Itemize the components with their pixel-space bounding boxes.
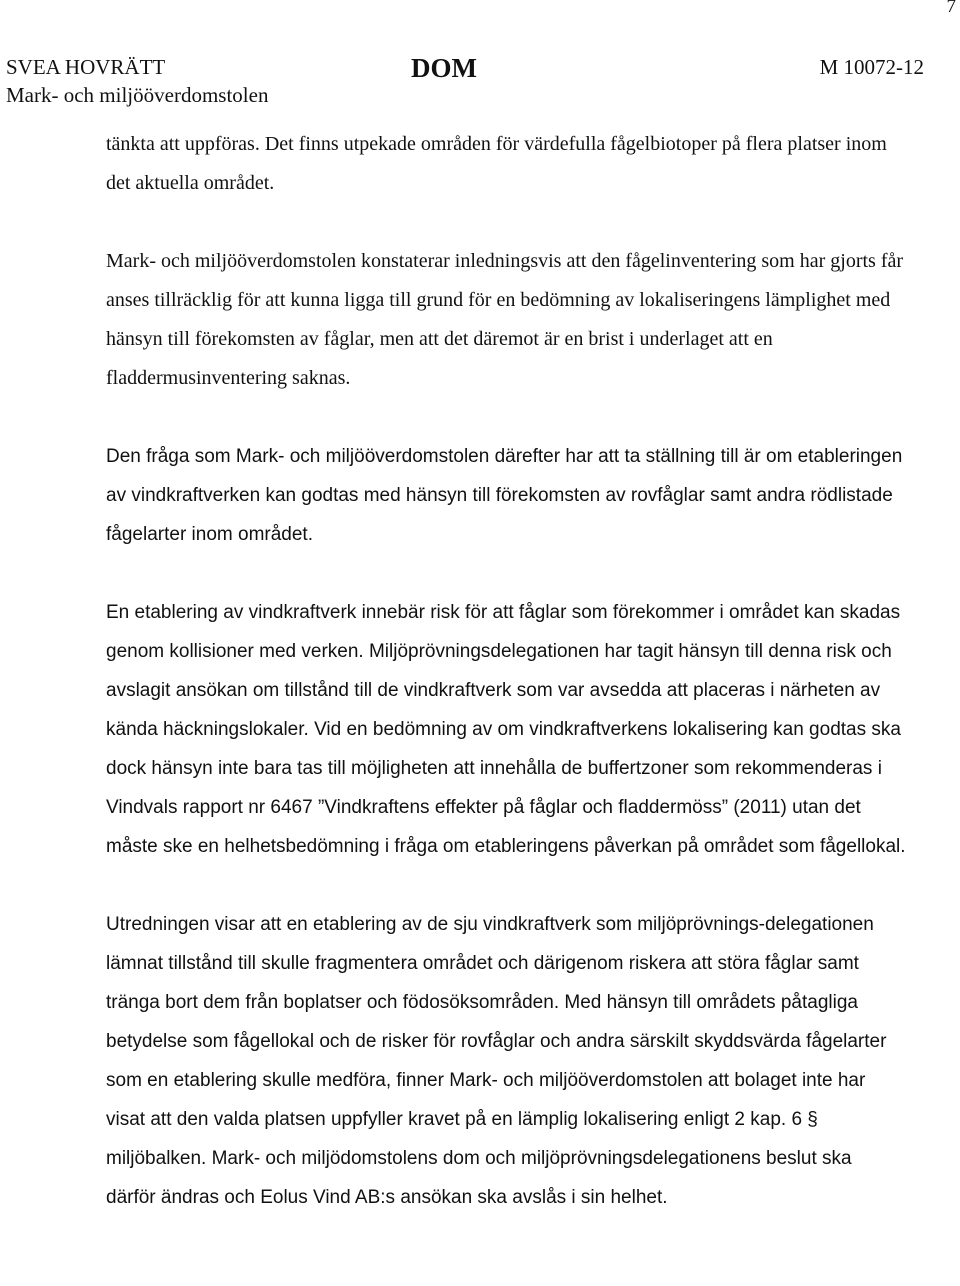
document-header [6,53,924,107]
paragraph-conclusion: Utredningen visar att en etablering av de sju vindkraftverk som miljöprövnings-delegationen lämnat tillstånd till skulle fragmentera området och därigenom riskera att störa fåglar samt tränga bort dem från boplatser och födosöksområden. Med hänsyn till områdets påtagliga betydelse som fågellokal och de risker för rovfåglar och andra särskilt skyddsvärda fågelarter som en etablering skulle medföra, finner Mark- och miljööverdomstolen att bolaget inte har visat att den valda platsen uppfyller kravet på en lämplig lokalisering enligt 2 kap. 6 § miljöbalken. Mark- och miljödomstolens dom och miljöprövningsdelegationens beslut ska därför ändras och Eolus Vind AB:s ansökan ska avslås i sin helhet. [106,914,887,1208]
paragraph-question: Den fråga som Mark- och miljööverdomstolen därefter har att ta ställning till är om etableringen av vindkraftverken kan godtas med hänsyn till förekomsten av rovfåglar samt andra rödlistade fågelarter inom området. [106,446,903,545]
paragraph-collision-risk: En etablering av vindkraftverk innebär risk för att fåglar som förekommer i området kan skadas genom kollisioner med verken. Miljöprövningsdelegationen har tagit hänsyn till denna risk och avslagit ansökan om tillstånd till de vindkraftverk som var avsedda att placeras i närheten av kända häckningslokaler. Vid en bedömning av om vindkraftverkens lokalisering kan godtas ska dock hänsyn inte bara tas till möjligheten att innehålla de buffertzoner som rekommenderas i Vindvals rapport nr 6467 ”Vindkraftens effekter på fåglar och fladdermöss” (2011) utan det måste ske en helhetsbedömning i fråga om etableringens påverkan på området som fågellokal. [106,602,906,857]
court-name: SVEA HOVRÄTT [6,55,166,79]
document-type: DOM [411,53,477,83]
paragraph-inventory-assessment: Mark- och miljööverdomstolen konstaterar inledningsvis att den fågelinventering som har gjorts får anses tillräcklig för att kunna ligga till grund för en bedömning av lokaliseringens lämplighet med hänsyn till förekomsten av fåglar, men att det däremot är en brist i underlaget att en fladdermusinventering saknas. [106,250,904,389]
page-number: 7 [946,0,956,17]
paragraph-continuation: tänkta att uppföras. Det finns utpekade områden för värdefulla fågelbiotoper på flera platser inom det aktuella området. [106,133,887,194]
court-division: Mark- och miljööverdomstolen [6,83,269,107]
case-number: M 10072-12 [819,55,924,79]
document-body [106,125,906,1217]
